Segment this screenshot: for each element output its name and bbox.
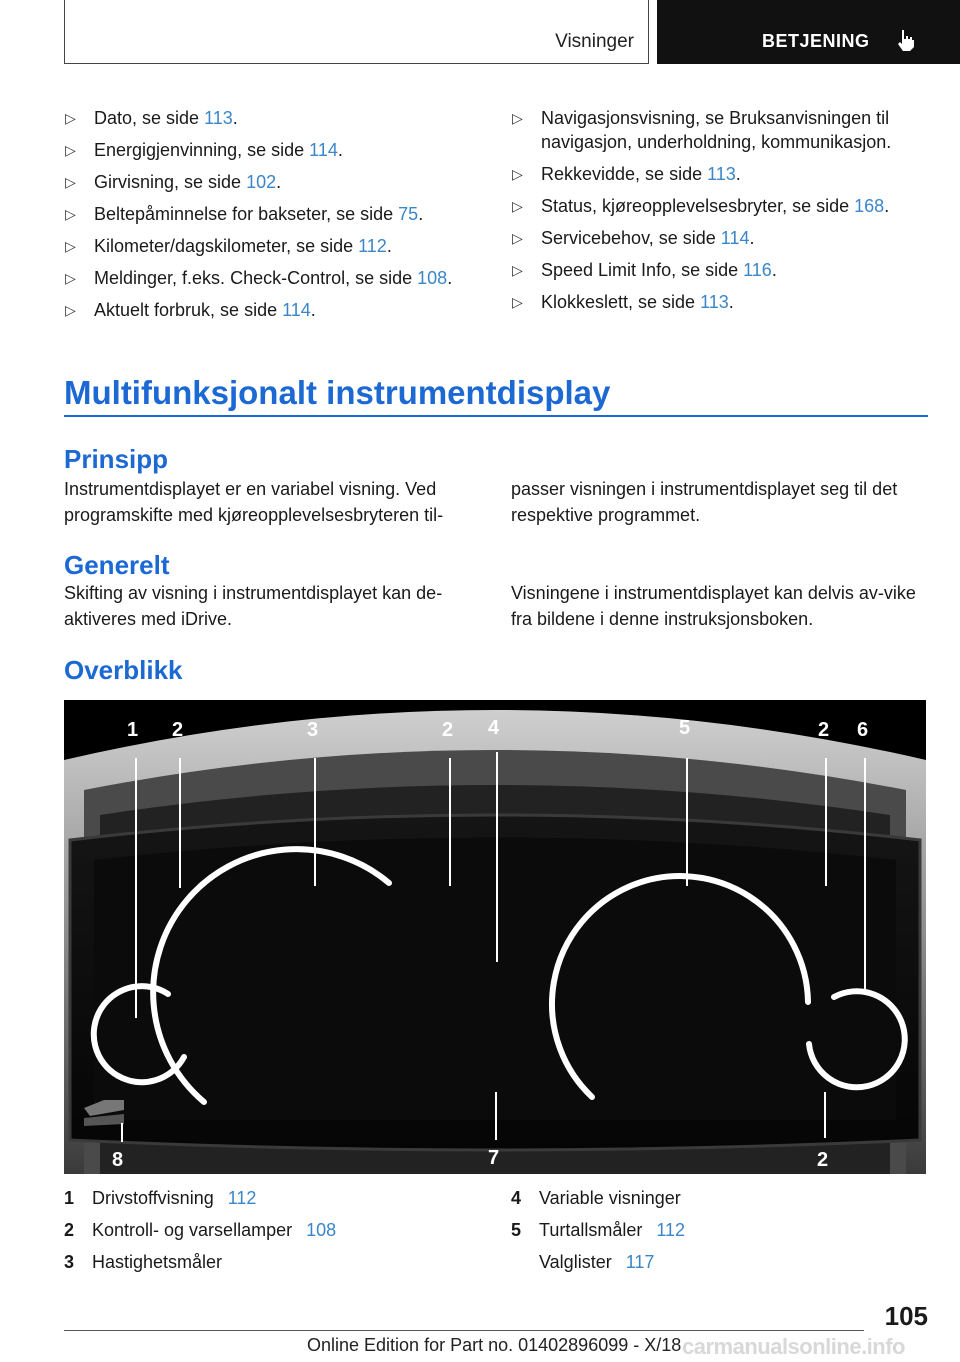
heading-generelt: Generelt [64, 550, 170, 580]
list-item: ▷ Servicebehov, se side 114. [512, 228, 755, 248]
callout-1: 1 [127, 719, 139, 741]
prinsipp-text-right: passer visningen i instrumentdisplayet seg til det respektive programmet. [511, 479, 898, 525]
prinsipp-text-left: Instrumentdisplayet er en variabel visning. Ved programskifte med kjøreopplevelsesbryteren til- [64, 479, 444, 525]
header-chapter-box [657, 0, 960, 64]
list-item: ▷ Meldinger, f.eks. Check-Control, se side 108. [65, 268, 453, 288]
list-item: ▷ Klokkeslett, se side 113. [512, 292, 734, 312]
list-item: ▷ Girvisning, se side 102. [65, 172, 282, 192]
list-item: ▷ Dato, se side 113. [65, 108, 238, 128]
generelt-text-left: Skifting av visning i instrumentdisplayet kan de-aktiveres med iDrive. [64, 583, 443, 629]
list-item: ▷ Beltepåminnelse for bakseter, se side 75. [65, 204, 424, 224]
bullet-list-left [64, 106, 484, 330]
page-link[interactable]: 108 [417, 268, 448, 288]
page-title: Multifunksjonalt instrumentdisplay [64, 374, 611, 411]
list-item: ▷ Speed Limit Info, se side 116. [512, 260, 777, 280]
heading-prinsipp: Prinsipp [64, 444, 169, 474]
page-number: 105 [884, 1301, 928, 1331]
legend-right [511, 1186, 685, 1282]
pointing-hand-icon [895, 28, 917, 52]
bullet-list-right [511, 106, 931, 322]
list-item: ▷ Status, kjøreopplevelsesbryter, se side 168. [512, 196, 890, 216]
page-link[interactable]: 113 [204, 108, 233, 128]
callout-5: 5 [679, 717, 691, 739]
callout-8: 8 [112, 1149, 124, 1171]
title-rule [64, 415, 928, 417]
page-link[interactable]: 114 [720, 228, 750, 248]
page-link[interactable]: 113 [700, 292, 729, 312]
generelt-text-right: Visningene i instrumentdisplayet kan delvis av-vike fra bildene i denne instruksjonsboken. [511, 583, 916, 629]
watermark: carmanualsonline.info [682, 1334, 905, 1359]
page-link[interactable]: 112 [656, 1220, 686, 1240]
callout-2: 2 [442, 719, 454, 741]
footer-text: Online Edition for Part no. 01402896099 - X/18 [307, 1335, 682, 1355]
legend-item: 5 Turtallsmåler 112 [511, 1220, 686, 1240]
page-link[interactable]: 114 [282, 300, 311, 320]
list-item: ▷ Energigjenvinning, se side 114. [65, 140, 343, 160]
legend-item: Valglister 117 [539, 1252, 655, 1272]
legend-item: 4 Variable visninger [511, 1188, 681, 1208]
legend-item: 1 Drivstoffvisning 112 [64, 1188, 257, 1208]
heading-overblikk: Overblikk [64, 655, 183, 685]
page-link[interactable]: 112 [227, 1188, 257, 1208]
page-link[interactable]: 112 [358, 236, 387, 256]
page-link[interactable]: 116 [743, 260, 772, 280]
page-link[interactable]: 108 [306, 1220, 337, 1240]
callout-2: 2 [818, 719, 830, 741]
legend-left [64, 1186, 336, 1282]
callout-7: 7 [488, 1147, 500, 1169]
legend-item: 2 Kontroll- og varsellamper 108 [64, 1220, 337, 1240]
header-section-title: Visninger [555, 31, 634, 52]
legend-item: 3 Hastighetsmåler [64, 1252, 223, 1272]
list-item: ▷ Kilometer/dagskilometer, se side 112. [65, 236, 392, 256]
page-link[interactable]: 114 [309, 140, 338, 160]
header-section-box [64, 0, 649, 64]
list-item: ▷ Aktuelt forbruk, se side 114. [65, 300, 316, 320]
callout-2: 2 [172, 719, 184, 741]
callout-3: 3 [307, 719, 319, 741]
header-chapter-title: BETJENING [762, 31, 870, 51]
callout-4: 4 [488, 717, 500, 739]
instrument-cluster-drawing [64, 700, 926, 1174]
footer-rule [64, 1330, 864, 1331]
callout-2: 2 [817, 1149, 829, 1171]
instrument-cluster-figure [64, 700, 926, 1174]
list-item: ▷ Navigasjonsvisning, se Bruksanvisningen til navigasjon, underholdning, kommunikasjon. [512, 108, 892, 152]
callout-6: 6 [857, 719, 869, 741]
page-link[interactable]: 113 [707, 164, 736, 184]
page-link[interactable]: 102 [246, 172, 277, 192]
page-link[interactable]: 117 [625, 1252, 655, 1272]
page-link[interactable]: 75 [398, 204, 419, 224]
page-link[interactable]: 168 [854, 196, 885, 216]
list-item: ▷ Rekkevidde, se side 113. [512, 164, 741, 184]
